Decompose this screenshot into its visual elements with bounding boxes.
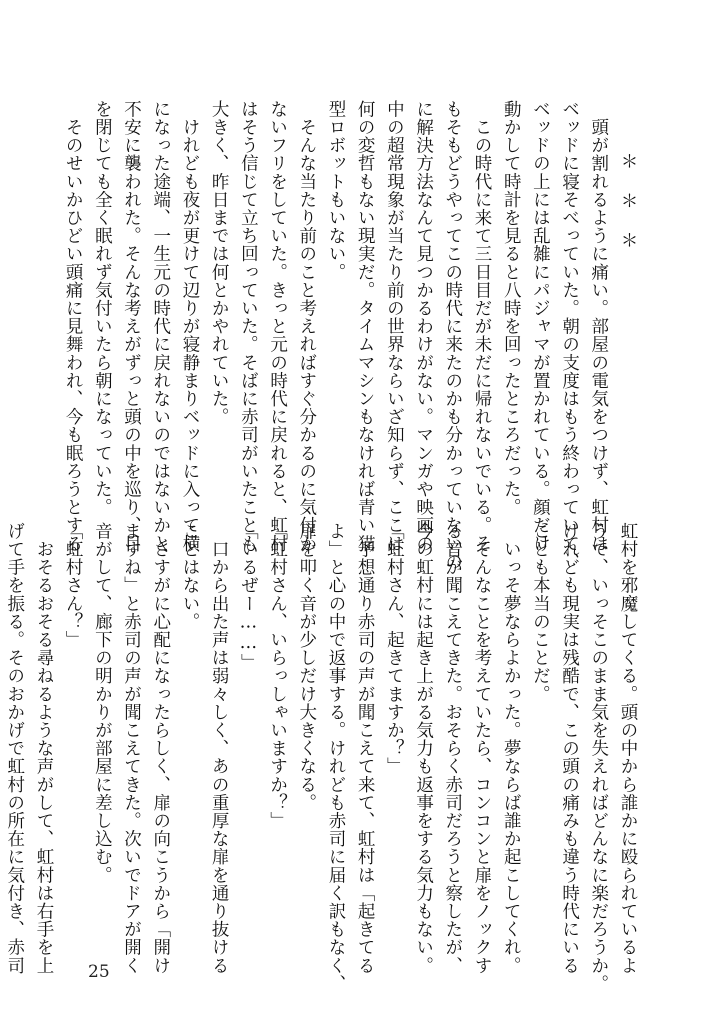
text-line: 予想通り赤司の声が聞こえて来て、虹村は「起きてる [355,522,376,975]
text-line: そんな当たり前のこと考えればすぐ分かるのに気付か [296,100,317,553]
text-line: けれども現実は残酷で、この頭の痛みも違う時代にいる [559,522,580,975]
text-line: 虹村を邪魔してくる。頭の中から誰かに殴られているよ [618,522,638,975]
text-line: 「虹村さん？」 [63,522,84,649]
text-line: もそもどうやってこの時代に来たのかも分かっていないの [442,100,463,571]
upper-text-block [63,100,642,571]
text-line: おそるおそる尋ねるような声がして、虹村は右手を上 [33,522,54,975]
text-line: ことも本当のことだ。 [530,522,551,703]
text-line: そんなことを考えていたら、コンコンと扉をノックす [471,522,492,975]
text-line: る音が聞こえてきた。おそらく赤司だろうと察したが、 [442,522,463,975]
text-line: ことはない。 [179,522,200,631]
text-line: 「虹村さん、いらっしゃいますか？」 [267,522,288,830]
text-line: ないフリをしていた。きっと元の時代に戻れると、虹村 [267,100,288,553]
text-line: 音がして、廊下の明かりが部屋に差し込む。 [92,522,113,884]
text-line: 何の変哲もない現実だ。タイムマシンもなければ青い猫 [355,100,376,553]
text-line: ますね」と赤司の声が聞こえてきた。次いでドアが開く [121,522,142,975]
text-line: ベッドに寝そべっていた。朝の支度はもう終わっていて、 [559,100,580,571]
text-line: に解決方法なんて見つかるわけがない。マンガや映画の [413,100,434,553]
page-number: 25 [88,962,110,982]
text-line: 扉を叩く音が少しだけ大きくなる。 [296,522,317,812]
section-break: ＊＊＊ [618,152,638,271]
text-line: げて手を振る。そのおかげで虹村の所在に気付き、赤司 [4,522,25,975]
text-line: 中の超常現象が当たり前の世界ならいざ知らず、ここは [384,100,405,553]
text-line: そのせいかひどい頭痛に見舞われ、今も眠ろうとする [63,100,84,553]
text-line: ベッドの上には乱雑にパジャマが置かれている。顔だけ [530,100,551,553]
text-line: 大きく、昨日までは何とかやれていた。 [209,100,230,426]
text-line: さすがに心配になったらしく、扉の向こうから「開け [150,522,171,975]
text-line: よ」と心の中で返事する。けれども赤司に届く訳もなく、 [325,522,346,993]
text-line: 今の虹村には起き上がる気力も返事をする気力もない。 [413,522,434,975]
text-line: いっそ夢ならよかった。夢ならば誰か起こしてくれ。 [501,522,522,975]
text-line: 口から出た声は弱々しく、あの重厚な扉を通り抜ける [209,522,230,975]
text-line: けれども夜が更けて辺りが寝静まりベッドに入って横 [179,100,200,553]
text-line: 「いるぜー……」 [238,522,259,672]
text-line: 「虹村さん、起きてますか？」 [384,522,405,776]
text-line: はそう信じて立ち回っていた。そばに赤司がいたことも [238,100,259,553]
text-line: 動かして時計を見ると八時を回ったところだった。 [501,100,522,517]
text-line: この時代に来て三日目だが未だに帰れないでいる。そ [471,100,492,553]
text-line: を閉じても全く眠れず気付いたら朝になっていた。 [92,100,113,517]
text-line: 頭が割れるように痛い。部屋の電気をつけず、虹村は [588,100,609,553]
text-line: 不安に襲われた。そんな考えがずっと頭の中を巡り、目 [121,100,142,553]
text-line: になった途端、一生元の時代に戻れないのではないかと [150,100,171,553]
text-line: 型ロボットもいない。 [325,100,346,281]
text-line: うで、いっそこのまま気を失えればどんなに楽だろうか。 [588,522,609,993]
